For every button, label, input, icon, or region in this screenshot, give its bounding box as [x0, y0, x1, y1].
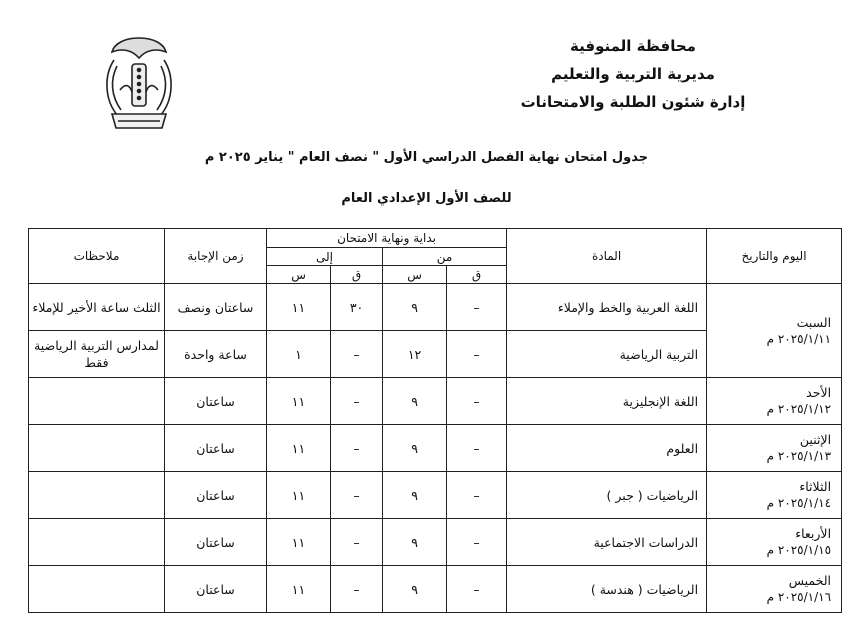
- day-name: السبت: [796, 314, 832, 330]
- to-minute-cell: ٣٠: [331, 284, 383, 331]
- subject-cell: العلوم: [507, 425, 707, 472]
- from-hour-cell: ٩: [383, 284, 447, 331]
- table-row: [29, 519, 842, 566]
- day-date: ٢٠٢٥/١/١٥ م: [766, 543, 832, 557]
- to-hour-header: س: [267, 266, 331, 284]
- day-date-header: اليوم والتاريخ: [707, 229, 842, 284]
- duration-cell: ساعتان: [165, 472, 267, 519]
- from-minute-header: ق: [447, 266, 507, 284]
- from-minute-cell: –: [447, 425, 507, 472]
- to-minute-cell: –: [331, 472, 383, 519]
- table-row: [29, 472, 842, 519]
- note-cell: [29, 519, 165, 566]
- table-row: [29, 566, 842, 613]
- subject-cell: الرياضيات ( جبر ): [507, 472, 707, 519]
- duration-cell: ساعتان: [165, 425, 267, 472]
- day-date: ٢٠٢٥/١/١٤ م: [766, 496, 832, 510]
- from-minute-cell: –: [447, 472, 507, 519]
- to-hour-cell: ١١: [267, 519, 331, 566]
- duration-cell: ساعتان: [165, 519, 267, 566]
- schedule-title: جدول امتحان نهاية الفصل الدراسي الأول " نصف العام " يناير ٢٠٢٥ م: [204, 150, 649, 165]
- subject-cell: اللغة العربية والخط والإملاء: [507, 284, 707, 331]
- from-hour-cell: ٩: [383, 566, 447, 613]
- day-date: ٢٠٢٥/١/١١ م: [766, 331, 832, 346]
- note-cell: [29, 425, 165, 472]
- to-minute-cell: –: [331, 425, 383, 472]
- day-cell: [707, 519, 842, 566]
- table-row: [29, 425, 842, 472]
- from-minute-cell: –: [447, 519, 507, 566]
- subject-cell: اللغة الإنجليزية: [507, 378, 707, 425]
- to-hour-cell: ١١: [267, 425, 331, 472]
- to-minute-cell: –: [331, 566, 383, 613]
- day-name: الأحد: [806, 385, 832, 400]
- duration-cell: ساعتان: [165, 378, 267, 425]
- day-date: ٢٠٢٥/١/١٢ م: [766, 402, 832, 416]
- table-row: [29, 378, 842, 425]
- day-name: الخميس: [788, 573, 832, 588]
- day-date: ٢٠٢٥/١/١٣ م: [766, 449, 832, 463]
- from-hour-cell: ٩: [383, 519, 447, 566]
- duration-cell: ساعة واحدة: [165, 331, 267, 378]
- note-cell: الثلث ساعة الأخير للإملاء: [29, 284, 165, 331]
- to-minute-header: ق: [331, 266, 383, 284]
- duration-header: زمن الإجابة: [165, 229, 267, 284]
- directorate-line: مديرية التربية والتعليم: [551, 65, 715, 83]
- department-line: إدارة شئون الطلبة والامتحانات: [520, 93, 746, 111]
- to-header: إلى: [267, 248, 383, 266]
- from-minute-cell: –: [447, 378, 507, 425]
- day-cell: [707, 472, 842, 519]
- governorate-emblem-icon: [84, 30, 194, 135]
- subject-header: المادة: [507, 229, 707, 284]
- from-minute-cell: –: [447, 566, 507, 613]
- exam-schedule-table: [28, 228, 842, 613]
- day-date: ٢٠٢٥/١/١٦ م: [766, 590, 832, 604]
- from-header: من: [383, 248, 507, 266]
- to-hour-cell: ١١: [267, 566, 331, 613]
- from-hour-header: س: [383, 266, 447, 284]
- day-name: الأربعاء: [795, 526, 832, 541]
- to-hour-cell: ١١: [267, 378, 331, 425]
- note-cell: [29, 378, 165, 425]
- notes-header: ملاحظات: [29, 229, 165, 284]
- note-cell: [29, 566, 165, 613]
- day-cell: [707, 378, 842, 425]
- to-minute-cell: –: [331, 331, 383, 378]
- day-cell: [707, 284, 842, 378]
- day-cell: [707, 425, 842, 472]
- subject-cell: الدراسات الاجتماعية: [507, 519, 707, 566]
- to-minute-cell: –: [331, 519, 383, 566]
- note-cell: لمدارس التربية الرياضية فقط: [29, 331, 165, 378]
- table-row: [29, 284, 842, 331]
- duration-cell: ساعتان ونصف: [165, 284, 267, 331]
- grade-subtitle: للصف الأول الإعدادي العام: [341, 191, 512, 206]
- day-cell: [707, 566, 842, 613]
- note-cell: [29, 472, 165, 519]
- to-minute-cell: –: [331, 378, 383, 425]
- subject-cell: التربية الرياضية: [507, 331, 707, 378]
- day-name: الإثنين: [799, 432, 832, 447]
- from-hour-cell: ٩: [383, 378, 447, 425]
- from-hour-cell: ٩: [383, 472, 447, 519]
- to-hour-cell: ١: [267, 331, 331, 378]
- to-hour-cell: ١١: [267, 284, 331, 331]
- header-block: [483, 32, 783, 116]
- duration-cell: ساعتان: [165, 566, 267, 613]
- governorate-line: محافظة المنوفية: [570, 37, 696, 55]
- to-hour-cell: ١١: [267, 472, 331, 519]
- from-minute-cell: –: [447, 284, 507, 331]
- exam-time-header: بداية ونهاية الامتحان: [267, 229, 507, 248]
- from-hour-cell: ١٢: [383, 331, 447, 378]
- day-name: الثلاثاء: [799, 479, 832, 494]
- subject-cell: الرياضيات ( هندسة ): [507, 566, 707, 613]
- from-hour-cell: ٩: [383, 425, 447, 472]
- from-minute-cell: –: [447, 331, 507, 378]
